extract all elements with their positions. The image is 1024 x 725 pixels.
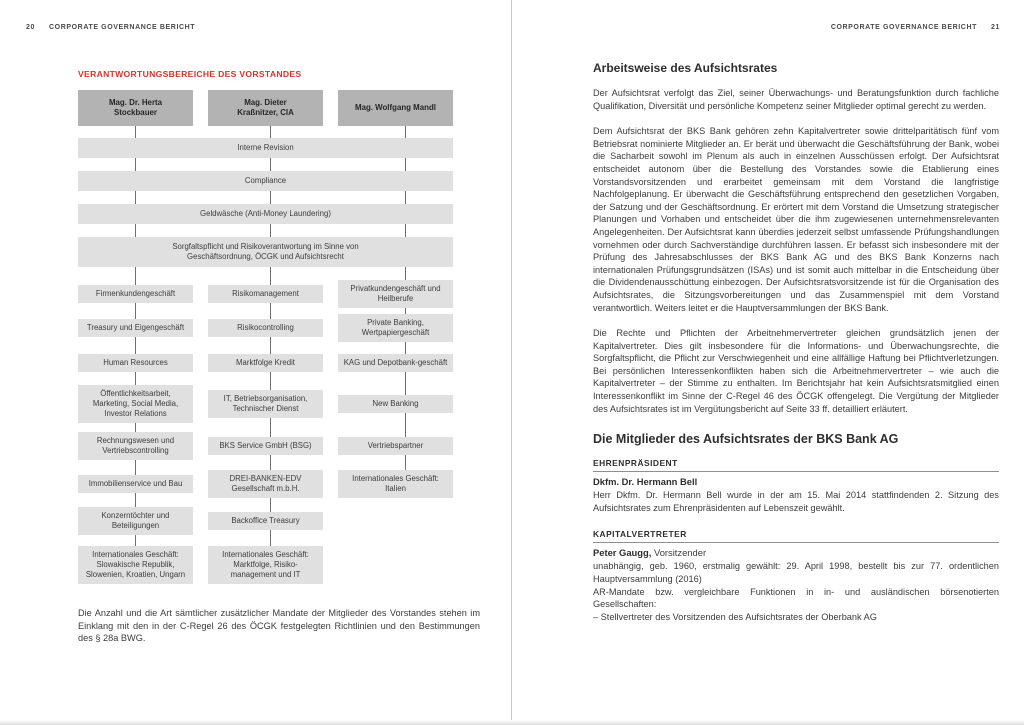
paragraph: Dem Aufsichtsrat der BKS Bank gehören zehn Kapitalvertreter sowie drittelparitätisch fünf vom Betriebsrat nominierte Mitglieder an. Er berät und überwacht die Geschäftsführung der Bank, wobei die Sacharbeit sowohl im Plenum als auch in einzelnen Ausschüssen erfolgt. Der Aufsichtsrat entscheidet autonom über die Bestellung des Vorstandes sowie die Etablierung eines Vorstandsvorsitzenden und erarbeitet gemeinsam mit dem Vorstand die langfristige Nachfolgeplanung. Er überwacht die Geschäftsführung entsprechend den gesetzlichen Vorgaben, der Satzung und der Geschäftsordnung. Er erörtert mit dem Vorstand die Umsetzung strategischer Planungen und Vorhaben und entscheidet über die ihm zugewiesenen unternehmensrelevanten Angelegenheiten. Der Aufsichtsrat kann überdies jederzeit selbst umfassende Prüfungshandlungen vornehmen oder durch Sachverständige durchführen lassen. Er befasst sich insbesondere mit der Prüfung des Jahresabschlusses der BKS Bank AG und des BKS Bank Konzerns nach internationalen Prüfungsgrundsätzen (ISAs) und ist somit auch mittelbar in die Entscheidung über die Dividendenausschüttung einbezogen. Der Aufsichtsratsvorsitzende ist für die Organisation des Aufsichtsrates, die Sitzungsvorbereitungen und das Zusammenspiel mit dem Vorstand verantwortlich. Weiters leitet er die Hauptversammlungen der BKS Bank. (593, 126, 999, 313)
department-box: Human Resources (78, 354, 193, 372)
executive-box (208, 90, 323, 126)
page-right (512, 0, 1024, 725)
department-box: Internationales Geschäft: Italien (338, 470, 453, 498)
member-text: AR-Mandate bzw. vergleichbare Funktionen in in- und ausländischen börsenotierten Gesellschaften: (593, 586, 999, 610)
department-box: Rechnungswesen und Vertriebscontrolling (78, 432, 193, 460)
executive-name: Mag. Wolfgang Mandl (355, 102, 436, 112)
org-chart (78, 69, 453, 591)
department-box: Marktfolge Kredit (208, 354, 323, 372)
paragraph: Die Rechte und Pflichten der Arbeitnehmervertreter gleichen grundsätzlich jenen der Kapitalvertreter. Dies gilt insbesondere für die Informations- und Überwachungsrechte, die Sorgfaltspflicht, die Pflicht zur Verschwiegenheit und eine allfällige Haftung bei Pflichtverletzungen. Bei persönlichen Interessenkonflikten haben sich die Arbeitnehmervertreter – wie auch die Kapitalvertreter – der Stimme zu enthalten. Im Berichtsjahr hat kein Aufsichtsratsmitglied einen Interessenkonflikt im Sinne der C-Regel 46 des ÖCGK offengelegt. Die Vergütung der Mitglieder des Aufsichtsrates ist im Vergütungsbericht auf Seite 33 ff. detailliert erläutert. (593, 328, 999, 414)
department-box: Private Banking, Wertpapiergeschäft (338, 314, 453, 342)
department-box: Backoffice Treasury (208, 512, 323, 530)
running-header-left (26, 24, 489, 31)
department-box: Öffentlichkeitsarbeit, Marketing, Social Media, Investor Relations (78, 385, 193, 423)
shared-function-box: Interne Revision (78, 138, 453, 158)
department-box: Treasury und Eigengeschäft (78, 319, 193, 337)
chart-row (78, 539, 453, 591)
department-box: Vertriebspartner (338, 437, 453, 455)
header-title: CORPORATE GOVERNANCE BERICHT (49, 24, 196, 31)
chart-row (78, 381, 453, 427)
department-box: Risikocontrolling (208, 319, 323, 337)
executive-name: Mag. Dieter Kraßnitzer, CIA (237, 97, 294, 117)
department-box: Privatkundengeschäft und Heilberufe (338, 280, 453, 308)
member-name: Dkfm. Dr. Hermann Bell (593, 476, 698, 488)
department-box: New Banking (338, 395, 453, 413)
chart-row (78, 427, 453, 465)
page-number: 20 (26, 24, 35, 31)
kapitalvertreter-block (593, 529, 999, 623)
running-header-right (593, 24, 1000, 31)
ehrenpraesident-block (593, 458, 999, 514)
header-title: CORPORATE GOVERNANCE BERICHT (830, 24, 977, 31)
department-box: Firmenkundengeschäft (78, 285, 193, 303)
chart-body (78, 90, 453, 591)
department-box: Immobilienservice und Bau (78, 475, 193, 493)
shared-function-box: Geldwäsche (Anti-Money Laundering) (78, 204, 453, 224)
executive-row (78, 90, 453, 126)
executive-box (78, 90, 193, 126)
shared-function-box (78, 237, 453, 267)
page-content (593, 61, 999, 623)
subsection-heading: EHRENPRÄSIDENT (593, 458, 999, 472)
footnote: Die Anzahl und die Art sämtlicher zusätzlicher Mandate der Mitglieder des Vorstandes stehen im Einklang mit den in der C-Regel 26 des ÖCGK festgelegten Richtlinien und den Bestimmungen des § 28a BWG. (78, 608, 480, 644)
section-heading: Arbeitsweise des Aufsichtsrates (593, 61, 778, 75)
member-text: unabhängig, geb. 1960, erstmalig gewählt: 29. April 1998, bestellt bis zur 77. ordentlichen Hauptversammlung (2016) (593, 561, 999, 585)
department-box: IT, Betriebsorganisation, Technischer Dienst (208, 390, 323, 418)
department-box: DREI-BANKEN-EDV Gesellschaft m.b.H. (208, 470, 323, 498)
shared-function-box: Compliance (78, 171, 453, 191)
chart-title: VERANTWORTUNGSBEREICHE DES VORSTANDES (78, 69, 302, 79)
member-name-bold: Peter Gaugg, (593, 547, 652, 559)
page-number: 21 (991, 24, 1000, 31)
executive-name: Mag. Dr. Herta Stockbauer (108, 97, 163, 117)
department-box: Internationales Geschäft: Slowakische Republik, Slowenien, Kroatien, Ungarn (78, 546, 193, 584)
member-name (593, 547, 999, 558)
department-box: Internationales Geschäft: Marktfolge, Risiko-management und IT (208, 546, 323, 584)
shared-function-label: Sorgfaltspflicht und Risikoverantwortung im Sinne von Geschäftsordnung, ÖCGK und Aufsichtsrecht (172, 242, 359, 261)
member-role: Vorsitzender (651, 547, 707, 559)
member-text: Herr Dkfm. Dr. Hermann Bell wurde in der am 15. Mai 2014 stattfindenden 2. Sitzung des Aufsichtsrates zum Ehrenpräsidenten auf Lebenszeit gewählt. (593, 490, 999, 513)
connector-line-col1 (135, 126, 136, 560)
section-heading: Die Mitglieder des Aufsichtsrates der BKS Bank AG (593, 432, 899, 447)
chart-row (78, 503, 453, 539)
page-bottom-shadow (0, 720, 1024, 725)
department-box: Konzerntöchter und Beteiligungen (78, 507, 193, 535)
department-box: KAG und Depotbank-geschäft (338, 354, 453, 372)
department-box: BKS Service GmbH (BSG) (208, 437, 323, 455)
executive-box (338, 90, 453, 126)
paragraph: Der Aufsichtsrat verfolgt das Ziel, seiner Überwachungs- und Beratungsfunktion durch fachliche Qualifikation, Diversität und persönliche Kompetenz seiner Mitglieder optimal gerecht zu werden. (593, 88, 999, 111)
mandate-item: – Stellvertreter des Vorsitzenden des Aufsichtsrates der Oberbank AG (593, 611, 877, 622)
department-box: Risikomanagement (208, 285, 323, 303)
subsection-heading: KAPITALVERTRETER (593, 529, 999, 543)
